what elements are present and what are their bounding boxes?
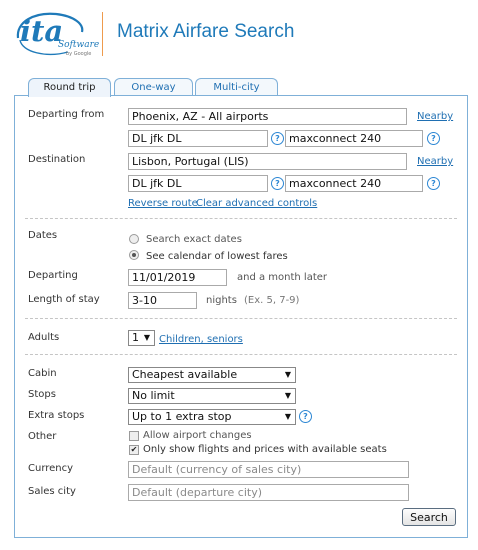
departing-date-suffix: and a month later bbox=[237, 272, 328, 283]
section-divider bbox=[25, 354, 457, 355]
only-available-seats-label: Only show flights and prices with available seats bbox=[143, 444, 387, 455]
cabin-label: Cabin bbox=[28, 368, 57, 379]
cabin-select[interactable] bbox=[128, 367, 296, 383]
extra-stops-select[interactable] bbox=[128, 409, 296, 425]
adults-select[interactable] bbox=[128, 330, 155, 346]
ita-software-logo bbox=[12, 10, 100, 57]
extension-help-icon[interactable]: ? bbox=[427, 132, 440, 145]
page-title: Matrix Airfare Search bbox=[117, 21, 295, 42]
adults-value: 1 bbox=[132, 331, 139, 344]
destination-nearby-link[interactable]: Nearby bbox=[417, 156, 454, 167]
sales-city-label: Sales city bbox=[28, 486, 76, 497]
search-button[interactable]: Search bbox=[402, 508, 456, 526]
allow-airport-changes-checkbox[interactable] bbox=[129, 431, 139, 441]
nights-label: nights bbox=[206, 295, 237, 306]
adults-label: Adults bbox=[28, 332, 60, 343]
routing-help-icon[interactable]: ? bbox=[271, 132, 284, 145]
departing-date-input[interactable]: 11/01/2019 bbox=[128, 269, 227, 286]
extension-help-icon[interactable]: ? bbox=[427, 177, 440, 190]
reverse-route-link[interactable]: Reverse route bbox=[128, 198, 198, 209]
header-divider bbox=[102, 12, 103, 56]
length-of-stay-input[interactable]: 3-10 bbox=[128, 292, 197, 309]
stops-select[interactable] bbox=[128, 388, 296, 404]
departing-date-label: Departing bbox=[28, 270, 78, 281]
dropdown-arrow-icon: ▼ bbox=[284, 391, 291, 400]
calendar-fares-label: See calendar of lowest fares bbox=[146, 251, 288, 262]
routing-help-icon[interactable]: ? bbox=[271, 177, 284, 190]
calendar-fares-radio[interactable] bbox=[129, 250, 139, 260]
stay-hint: (Ex. 5, 7-9) bbox=[244, 295, 300, 306]
exact-dates-radio[interactable] bbox=[129, 234, 139, 244]
departing-nearby-link[interactable]: Nearby bbox=[417, 111, 454, 122]
exact-dates-label: Search exact dates bbox=[146, 234, 242, 245]
logo-byline: by Google bbox=[66, 51, 92, 57]
dropdown-arrow-icon: ▼ bbox=[143, 333, 150, 342]
allow-airport-changes-label: Allow airport changes bbox=[143, 430, 252, 441]
dropdown-arrow-icon: ▼ bbox=[284, 370, 291, 379]
children-seniors-link[interactable]: Children, seniors bbox=[159, 334, 243, 345]
tab-one-way[interactable]: One-way bbox=[114, 78, 193, 96]
extra-stops-value: Up to 1 extra stop bbox=[132, 410, 232, 423]
departing-routing-input[interactable]: DL jfk DL bbox=[128, 130, 268, 147]
only-available-seats-checkbox[interactable]: ✔ bbox=[130, 445, 138, 454]
currency-input[interactable]: Default (currency of sales city) bbox=[128, 461, 409, 478]
departing-extension-input[interactable]: maxconnect 240 bbox=[285, 130, 423, 147]
destination-input[interactable]: Lisbon, Portugal (LIS) bbox=[128, 153, 407, 170]
search-form-panel bbox=[14, 95, 468, 538]
destination-extension-input[interactable]: maxconnect 240 bbox=[285, 175, 423, 192]
tab-round-trip[interactable]: Round trip bbox=[28, 78, 111, 97]
clear-advanced-controls-link[interactable]: Clear advanced controls bbox=[196, 198, 318, 209]
stops-value: No limit bbox=[132, 389, 175, 402]
length-of-stay-label: Length of stay bbox=[28, 294, 100, 305]
logo-text: ita bbox=[20, 14, 64, 48]
destination-routing-input[interactable]: DL jfk DL bbox=[128, 175, 268, 192]
departing-from-label: Departing from bbox=[28, 109, 105, 120]
section-divider bbox=[25, 318, 457, 319]
extra-stops-label: Extra stops bbox=[28, 410, 85, 421]
extra-stops-help-icon[interactable]: ? bbox=[299, 410, 312, 423]
sales-city-input[interactable]: Default (departure city) bbox=[128, 484, 409, 501]
dropdown-arrow-icon: ▼ bbox=[284, 412, 291, 421]
currency-label: Currency bbox=[28, 463, 74, 474]
logo-subtext: Software bbox=[58, 40, 100, 50]
other-label: Other bbox=[28, 431, 57, 442]
departing-from-input[interactable]: Phoenix, AZ - All airports bbox=[128, 108, 407, 125]
cabin-value: Cheapest available bbox=[132, 368, 238, 381]
tab-multi-city[interactable]: Multi-city bbox=[195, 78, 278, 96]
destination-label: Destination bbox=[28, 154, 86, 165]
section-divider bbox=[25, 218, 457, 219]
dates-label: Dates bbox=[28, 230, 58, 241]
stops-label: Stops bbox=[28, 389, 56, 400]
